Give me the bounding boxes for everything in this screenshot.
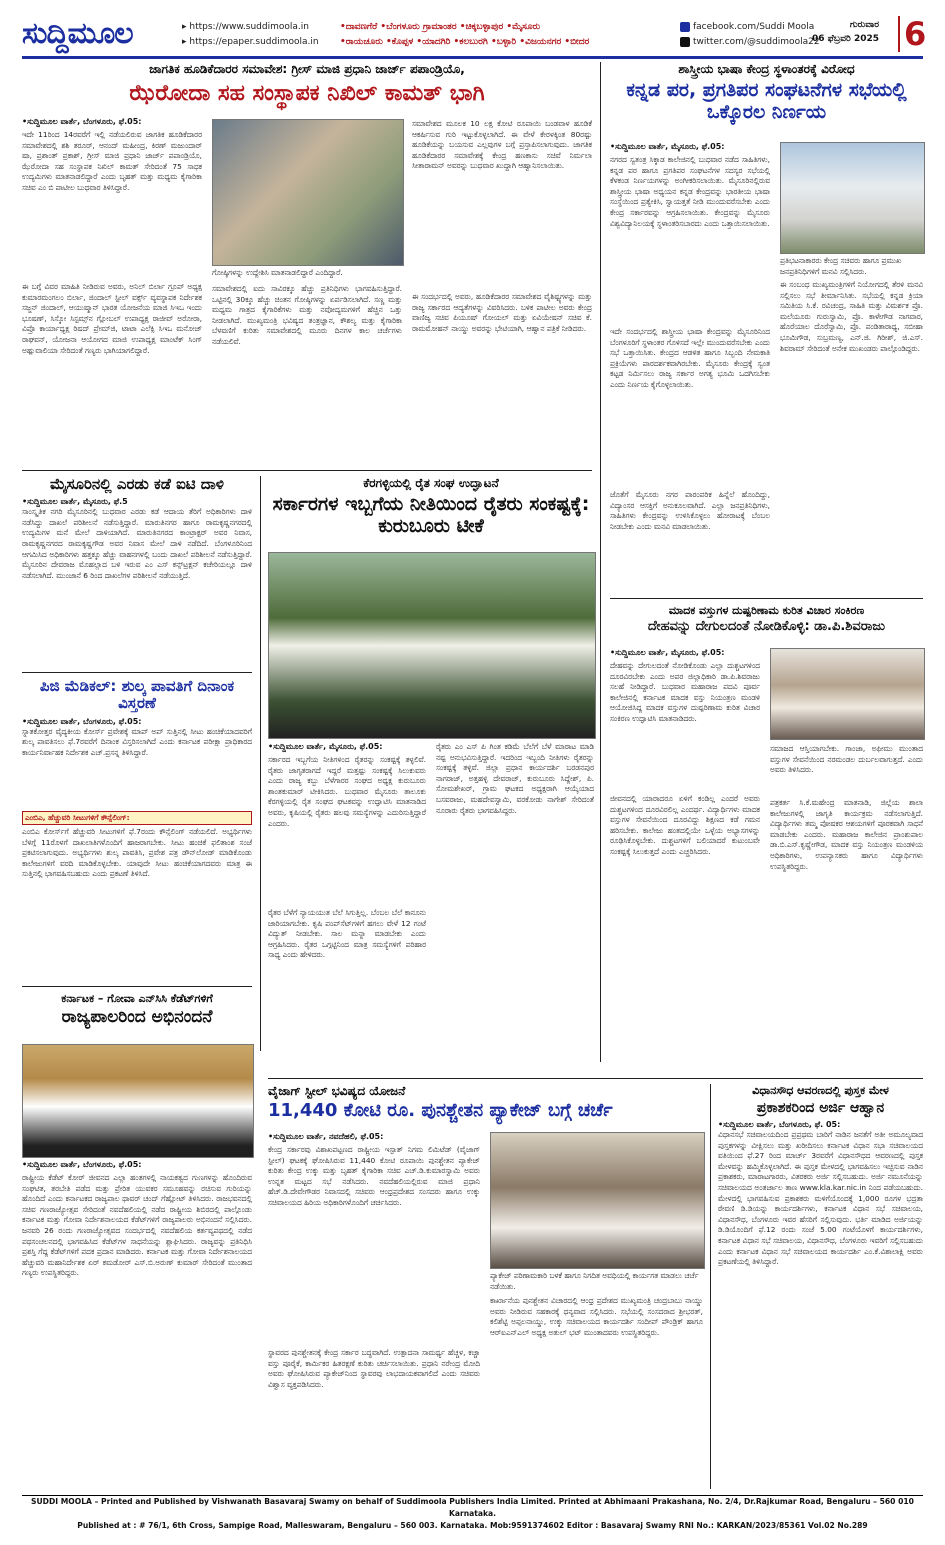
website-link[interactable]: https://www.suddimoola.in: [189, 22, 309, 32]
article-body: ರಾಷ್ಟ್ರೀಯ ಕೆಡೆಟ್ ಕೋರ್ ಜೀವನದ ಎಲ್ಲಾ ಹಂತಗಳಲ್ಲಿ ನಾಯಕತ್ವದ ಗುಣಗಳನ್ನು ಹೊಂದಿರುವ ಸಂಘಟಿತ, ತರಬೇತಿ ಪಡೆದ ಮತ್ತು ಪ್ರೇರಿತ ಯುವಕರ ಸಮೂಹವನ್ನು ರಚಿಸುವ ಗುರಿಯನ್ನು ಹೊಂದಿದೆ ಎಂದು ಕರ್ನಾಟಕದ ರಾಜ್ಯಪಾಲ ಥಾವರ್ ಚಂದ್ ಗೆಹ್ಲೋಟ್ ತಿಳಿಸಿದರು. ರಾಜಭವನದಲ್ಲಿ ಸಚಿವ ಗಣರಾಜ್ಯೋತ್ಸವ ಸೇರಿದಂತೆ ನವದೆಹಲಿಯಲ್ಲಿ ನಡೆದ ರಾಷ್ಟ್ರೀಯ ಶಿಬಿರದಲ್ಲಿ ಪಾಲ್ಗೊಂಡು ಕರ್ನಾಟಕ ಮತ್ತು ಗೋವಾ ನಿರ್ದೇಶನಾಲಯದ ಕೆಡೆಟ್‌ಗಳಿಗೆ ರಾಜ್ಯಪಾಲರು ಅಭಿನಂದನೆ ಸಲ್ಲಿಸಿದರು. ಜನವರಿ 26 ರಂದು ಗಣರಾಜ್ಯೋತ್ಸವದ ಸಂದರ್ಭದಲ್ಲಿ ನವದೆಹಲಿಯ ಕರ್ತವ್ಯಪಥದಲ್ಲಿ ನಡೆದ ಪಥಸಂಚಲನದಲ್ಲಿ ಭಾಗವಹಿಸಿದ ಕೆಡೆಟ್‌ಗಳ ಸಾಧನೆಯನ್ನು ಶ್ಲಾಘಿಸಿದರು. ರಾಜ್ಯವನ್ನು ಪ್ರತಿನಿಧಿಸಿ ಪ್ರಶಸ್ತಿ ಗೆದ್ದ ಕೆಡೆಟ್‌ಗಳಿಗೆ ಪದಕ ಪ್ರದಾನ ಮಾಡಿದರು. ಕರ್ನಾಟಕ ಮತ್ತು ಗೋವಾ ನಿರ್ದೇಶನಾಲಯದ ಹೆಚ್ಚುವರಿ ಮಹಾನಿರ್ದೇಶಕ ಏರ್ ಕಮಡೋರ್ ಎಸ್.ಬಿ.ಅರುಣ್ ಕುಮಾರ್ ಸೇರಿದಂತೆ ಮುಂತಾದ ಗಣ್ಯರು ಉಪಸ್ಥಿತರಿದ್ದರು.: [22, 1173, 252, 1278]
article-body: ಎಂಬಿಎ ಕೋರ್ಸ್‌ಗೆ ಹೆಚ್ಚುವರಿ ಸೀಟುಗಳಿಗೆ ಫೆ.7ರಂದು ಕೌನ್ಸೆಲಿಂಗ್ ನಡೆಯಲಿದೆ. ಅಭ್ಯರ್ಥಿಗಳು ಬೆಳಿಗ್ಗೆ 11ರೊಳಗೆ ದಾಖಲಾತಿಗಳೊಂದಿಗೆ ಹಾಜರಾಗಬೇಕು. ಸೀಟು ಹಂಚಿಕೆ ಫಲಿತಾಂಶ ಸಂಜೆ ಪ್ರಕಟಿಸಲಾಗುವುದು. ಅಭ್ಯರ್ಥಿಗಳು ಶುಲ್ಕ ಪಾವತಿಸಿ, ಪ್ರವೇಶ ಪತ್ರ ಡೌನ್‌ಲೋಡ್ ಮಾಡಿಕೊಂಡು ಕಾಲೇಜುಗಳಿಗೆ ವರದಿ ಮಾಡಿಕೊಳ್ಳಬೇಕು. ಯಾವುದೇ ಸೀಟು ಹಂಚಿಕೆಯಾಗದವರು ಮಾತ್ರ ಈ ಸುತ್ತಿನಲ್ಲಿ ಭಾಗವಹಿಸಬಹುದು ಎಂದು ಪ್ರಕಟಣೆ ತಿಳಿಸಿದೆ.: [22, 827, 252, 879]
website-links: ▸ https://www.suddimoola.in ▸ https://epaper.suddimoola.in: [182, 22, 319, 47]
article-classical-language: [610, 62, 923, 592]
article-body: ಸಾಂಸ್ಕೃತಿಕ ನಗರಿ ಮೈಸೂರಿನಲ್ಲಿ ಬುಧವಾರ ಎರಡು ಕಡೆ ಆದಾಯ ತೆರಿಗೆ ಅಧಿಕಾರಿಗಳು ದಾಳಿ ನಡೆಸಿದ್ದು ದಾಖಲೆ ಪರಿಶೀಲನೆ ನಡೆಸುತ್ತಿದ್ದಾರೆ. ಮಾರುತಿನಗರ ಹಾಗೂ ರಾಮಕೃಷ್ಣನಗರದಲ್ಲಿ ಉದ್ಯಮಿಗಳ ಮನೆ ಮೇಲೆ ದಾಳಿಯಾಗಿದೆ. ಮಾರುತಿನಗರದ ಕಾಂಟ್ರಾಕ್ಟರ್ ಅವರ ನಿವಾಸ, ರಾಮಕೃಷ್ಣನಗರದ ರಾಮಕೃಷ್ಣಗೌಡ ಅವರ ನಿವಾಸ ಮೇಲೆ ದಾಳಿ ನಡೆದಿದೆ. ಬೆಂಗಳೂರಿನಿಂದ ಆಗಮಿಸಿದ ಅಧಿಕಾರಿಗಳು ಹತ್ತಕ್ಕೂ ಹೆಚ್ಚು ವಾಹನಗಳಲ್ಲಿ ಬಂದು ದಾಖಲೆ ಪರಿಶೀಲನೆ ನಡೆಸುತ್ತಿದ್ದಾರೆ. ಮೈಸೂರಿನ ದೇವರಾಜ ಮೊಹಲ್ಲಾದ ಬಳಿ ಇರುವ ಎಂ ಎಸ್ ಕನ್ಸ್‌ಟ್ರಕ್ಷನ್ ಕಚೇರಿಯಲ್ಲೂ ದಾಳಿ ನಡೆಸಲಾಗಿದೆ. ಮುಂಜಾನೆ 6 ರಿಂದ ದಾಖಲೆಗಳ ಪರಿಶೀಲನೆ ನಡೆಯುತ್ತಿದೆ.: [22, 507, 252, 580]
article-byline: •ಸುದ್ದಿಮೂಲ ವಾರ್ತೆ, ಬೆಂಗಳೂರು, ಫೆ.05:: [22, 716, 142, 726]
page-number: 6: [898, 16, 926, 52]
article-body: ಕಾರ್ಖಾನೆಯ ಪುನಶ್ಚೇತನ ವಿಚಾರದಲ್ಲಿ ಆಂಧ್ರ ಪ್ರದೇಶದ ಮುಖ್ಯಮಂತ್ರಿ ಚಂದ್ರಬಾಬು ನಾಯ್ಡು ಅವರು ನೀಡಿರುವ ಸಹಕಾರಕ್ಕೆ ಧನ್ಯವಾದ ಸಲ್ಲಿಸಿದರು. ಸಭೆಯಲ್ಲಿ ಸಂಸದರಾದ ಶ್ರೀಭರತ್, ಕಲಿಶೆಟ್ಟಿ ಅಪ್ಪಲನಾಯ್ಡು, ಉಕ್ಕು ಸಚಿವಾಲಯದ ಕಾರ್ಯದರ್ಶಿ ಸಂದೀಪ್ ಪೌಂಡ್ರಿಕ್ ಹಾಗೂ ಆರ್‌ಐಎನ್‌ಎಲ್ ಅಧ್ಯಕ್ಷ ಅತುಲ್ ಭಟ್ ಮುಂತಾದವರು ಉಪಸ್ಥಿತರಿದ್ದರು.: [490, 1296, 703, 1337]
imprint-line-2: Published at : # 76/1, 6th Cross, Sampige Road, Malleswaram, Bengaluru – 560 003. Karnataka. Mob:9591374602 Editor : Basavaraj Swamy RNI No.: KARKAN/2023/85361 Vol.02 No.289: [77, 1521, 868, 1530]
photo-caption: ಪ್ಯಾಕೇಜ್ ಪರಿಣಾಮಕಾರಿ ಬಳಕೆ ಹಾಗೂ ನಿಗದಿತ ಅವಧಿಯಲ್ಲಿ ಕಾರ್ಯಗತ ಮಾಡಲು ಚರ್ಚೆ ನಡೆಯಿತು.: [490, 1271, 699, 1291]
regions-line-1: •ದಾವಣಗೆರೆ •ಬೆಂಗಳೂರು ಗ್ರಾಮಾಂತರ •ಚಿಕ್ಕಬಳ್ಳಾಪುರ •ಮೈಸೂರು: [340, 22, 541, 32]
social-links: [680, 20, 820, 50]
article-kicker: ಕೆರಗಳ್ಳಿಯಲ್ಲಿ ರೈತ ಸಂಘ ಉದ್ಘಾಟನೆ: [363, 476, 499, 490]
article-kicker: ಶಾಸ್ತ್ರೀಯ ಭಾಷಾ ಕೇಂದ್ರ ಸ್ಥಳಾಂತರಕ್ಕೆ ವಿರೋಧ: [678, 62, 855, 76]
issue-day: ಗುರುವಾರ: [849, 20, 879, 30]
masthead-rule: [22, 56, 923, 59]
horizontal-rule: [268, 1078, 923, 1079]
article-body: ದೇಹವನ್ನು ದೇಗುಲದಂತೆ ನೋಡಿಕೊಂಡು ಎಲ್ಲಾ ದುಶ್ಚಟಗಳಿಂದ ದೂರವಿರಬೇಕು ಎಂದು ಅಪರ ಜಿಲ್ಲಾಧಿಕಾರಿ ಡಾ.ಪಿ.ಶಿವರಾಜು ಸಲಹೆ ನೀಡಿದ್ದಾರೆ. ಬುಧವಾರ ಮಹಾರಾಜ ಪದವಿ ಪೂರ್ವ ಕಾಲೇಜಿನಲ್ಲಿ ಕರ್ನಾಟಕ ಮಾದಕ ವಸ್ತು ನಿಯಂತ್ರಣ ಮಂಡಳಿ ಆಯೋಜಿಸಿದ್ದ ಮಾದಕ ವಸ್ತುಗಳ ದುಷ್ಪರಿಣಾಮ ಕುರಿತ ವಿಚಾರ ಸಂಕಿರಣ ಉದ್ಘಾಟಿಸಿ ಮಾತನಾಡಿದರು.: [610, 661, 760, 723]
article-body: ಜೊತೆಗೆ ಮೈಸೂರು ನಗರ ಪಾರಂಪರಿಕ ಹಿನ್ನೆಲೆ ಹೊಂದಿದ್ದು, ವಿದ್ಯಾಂಸರ ಆಸಕ್ತಿಗೆ ಅನುಕೂಲವಾಗಿದೆ. ಎಲ್ಲಾ ಜನಪ್ರತಿನಿಧಿಗಳು, ಸಾಹಿತಿಗಳು ಕೇಂದ್ರವನ್ನು ಉಳಿಸಿಕೊಳ್ಳಲು ಹೋರಾಟಕ್ಕೆ ಬೆಂಬಲ ನೀಡಬೇಕು ಎಂದು ಮನವಿ ಮಾಡಲಾಯಿತು.: [610, 490, 770, 531]
article-body: ಪತ್ರಕರ್ತ ಸಿ.ಕೆ.ಮಹೇಂದ್ರ ಮಾತನಾಡಿ, ಜಿಲ್ಲೆಯ ಶಾಲಾ ಕಾಲೇಜುಗಳಲ್ಲಿ ಜಾಗೃತಿ ಕಾರ್ಯಕ್ರಮ ನಡೆಸಲಾಗುತ್ತಿದೆ. ವಿದ್ಯಾರ್ಥಿಗಳು ತಮ್ಮ ಪೋಷಕರ ಆಶಯಗಳಿಗೆ ಪೂರಕವಾಗಿ ಸಾಧನೆ ಮಾಡಬೇಕು ಎಂದರು. ಮಹಾರಾಜ ಕಾಲೇಜಿನ ಪ್ರಾಂಶುಪಾಲ ಡಾ.ಬಿ.ಎಸ್.ಕೃಷ್ಣೇಗೌಡ, ಮಾದಕ ವಸ್ತು ನಿಯಂತ್ರಣ ಮಂಡಳಿಯ ಅಧಿಕಾರಿಗಳು, ಉಪನ್ಯಾಸಕರು ಹಾಗೂ ವಿದ್ಯಾರ್ಥಿಗಳು ಉಪಸ್ಥಿತರಿದ್ದರು.: [770, 798, 923, 871]
column-rule: [600, 62, 601, 1062]
article-byline: •ಸುದ್ದಿಮೂಲ ವಾರ್ತೆ, ಬೆಂಗಳೂರು, ಫೆ. 05:: [718, 1120, 841, 1130]
article-body: ಇದೇ 11ರಿಂದ 14ರವರೆಗೆ ಇಲ್ಲಿ ನಡೆಯಲಿರುವ ಜಾಗತಿಕ ಹೂಡಿಕೆದಾರರ ಸಮಾವೇಶದಲ್ಲಿ ಶಶಿ ತರೂರ್, ಆನಂದ್ ಮಹೀಂದ್ರ, ಕಿರಣ್ ಮಜುಂದಾರ್ ಷಾ, ಪ್ರಶಾಂತ್ ಪ್ರಕಾಶ್, ಗ್ರೀಸ್ ಮಾಜಿ ಪ್ರಧಾನಿ ಜಾರ್ಜ್ ಪಪಾಂಡ್ರಿಯೊ, ಝೆರೋದಾ ಸಹ ಸಂಸ್ಥಾಪಕ ನಿಖಿಲ್ ಕಾಮತ್ ಸೇರಿದಂತೆ 75 ಸಾಧಕ ಉದ್ಯಮಿಗಳು ಮಾತನಾಡಲಿದ್ದಾರೆ ಎಂದು ಬೃಹತ್ ಮತ್ತು ಮಧ್ಯಮ ಕೈಗಾರಿಕಾ ಸಚಿವ ಎಂ ಬಿ ಪಾಟೀಲ ಬುಧವಾರ ತಿಳಿಸಿದ್ದಾರೆ.: [22, 130, 202, 192]
horizontal-rule: [22, 672, 252, 673]
article-headline: ರಾಜ್ಯಪಾಲರಿಂದ ಅಭಿನಂದನೆ: [61, 1007, 213, 1027]
article-body: ವಿಧಾನಸಭೆ ಸಚಿವಾಲಯದಿಂದ ಪ್ರಪ್ರಥಮ ಬಾರಿಗೆ ನಾಡಿನ ಜನತೆಗೆ ಅತೀ ಅಮೂಲ್ಯವಾದ ಪುಸ್ತಕಗಳನ್ನು ವೀಕ್ಷಿಸಲು ಮತ್ತು ಖರೀದಿಸಲು ಕರ್ನಾಟಕ ವಿಧಾನ ಸಭಾ ಸಚಿವಾಲಯದ ವತಿಯಿಂದ ಫೆ.27 ರಿಂದ ಮಾರ್ಚ್ 3ರವರೆಗೆ ವಿಧಾನಸೌಧದ ಆವರಣದಲ್ಲಿ ಪುಸ್ತಕ ಮೇಳವನ್ನು ಹಮ್ಮಿಕೊಳ್ಳಲಾಗಿದೆ. ಈ ಪುಸ್ತಕ ಮೇಳದಲ್ಲಿ ಭಾಗವಹಿಸಲು ಇಚ್ಛಿಸುವ ನಾಡಿನ ಪ್ರಕಾಶಕರು, ಮಾರಾಟಗಾರರು, ವಿತರಕರು ಅರ್ಜಿ ಸಲ್ಲಿಸಬಹುದು. ಅರ್ಜಿ ನಮೂನೆಯನ್ನು ಸಚಿವಾಲಯದ ಅಂತರ್ಜಾಲ ತಾಣ www.kla.kar.nic.in ನಿಂದ ಪಡೆಯಬಹುದು. ಮೇಳದಲ್ಲಿ ಭಾಗವಹಿಸುವ ಪ್ರಕಾಶಕರು ಮಳಿಗೆಯೊಂದಕ್ಕೆ 1,000 ರೂಗಳ ಭದ್ರತಾ ಠೇವಣಿ ಡಿ.ಡಿಯನ್ನು ಕಾರ್ಯದರ್ಶಿಗಳು, ಕರ್ನಾಟಕ ವಿಧಾನ ಸಭೆ ಸಚಿವಾಲಯ, ವಿಧಾನಸೌಧ, ಬೆಂಗಳೂರು ಇವರ ಹೆಸರಿಗೆ ಸಲ್ಲಿಸುವುದು. ಭರ್ತಿ ಮಾಡಿದ ಅರ್ಜಿಯನ್ನು ಡಿ.ಡಿಯೊಂದಿಗೆ ಫೆ.12 ರಂದು ಸಂಜೆ 5.00 ಗಂಟೆಯೊಳಗೆ ಕಾರ್ಯದರ್ಶಿಗಳು, ಕರ್ನಾಟಕ ವಿಧಾನ ಸಭೆ ಸಚಿವಾಲಯ, ವಿಧಾನಸೌಧ, ಬೆಂಗಳೂರು ಇವರಿಗೆ ಸಲ್ಲಿಸಬಹುದು ಎಂದು ಕರ್ನಾಟಕ ವಿಧಾನ ಸಭೆ ಸಚಿವಾಲಯದ ಕಾರ್ಯದರ್ಶಿ ಎಂ.ಕೆ.ವಿಶಾಲಾಕ್ಷಿ ಅವರು ಪ್ರಕಟಣೆಯಲ್ಲಿ ತಿಳಿಸಿದ್ದಾರೆ.: [718, 1130, 923, 1267]
imprint-footer: [22, 1495, 923, 1532]
article-byline: •ಸುದ್ದಿಮೂಲ ವಾರ್ತೆ, ಮೈಸೂರು, ಫೆ.05:: [610, 142, 725, 151]
issue-date-text: 06 ಫೆಬ್ರವರಿ 2025: [812, 34, 879, 44]
article-pg-medical: [22, 678, 252, 978]
article-body: ಇದೇ ಸಂದರ್ಭದಲ್ಲಿ ಶಾಸ್ತ್ರೀಯ ಭಾಷಾ ಕೇಂದ್ರವನ್ನು ಮೈಸೂರಿನಿಂದ ಬೆಂಗಳೂರಿಗೆ ಸ್ಥಳಾಂತರ ಗೊಳಿಸದೆ ಇಲ್ಲೇ ಮುಂದುವರೆಸಬೇಕು ಎಂದು ಸಭೆ ಒತ್ತಾಯಿಸಿತು. ಕೇಂದ್ರದ ಆಡಳಿತ ಹಾಗೂ ಸಿಬ್ಬಂದಿ ನೇಮಕಾತಿ ಪ್ರಕ್ರಿಯೆಗಳು ಪಾರದರ್ಶಕವಾಗಿರಬೇಕು. ಮೈಸೂರು ಕೇಂದ್ರಕ್ಕೆ ಸ್ವಂತ ಕಟ್ಟಡ ನಿರ್ಮಿಸಲು ರಾಜ್ಯ ಸರ್ಕಾರ ಅಗತ್ಯ ಭೂಮಿ ಒದಗಿಸಬೇಕು ಎಂದು ನಿರ್ಣಯ ಕೈಗೊಳ್ಳಲಾಯಿತು.: [610, 327, 770, 389]
article-it-raid: [22, 476, 252, 666]
article-body: ರೈತರ ಬೆಳೆಗೆ ನ್ಯಾಯಯುತ ಬೆಲೆ ಸಿಗುತ್ತಿಲ್ಲ. ಬೆಂಬಲ ಬೆಲೆ ಕಾನೂನು ಜಾರಿಯಾಗಬೇಕು. ಕೃಷಿ ಪಂಪ್‌ಸೆಟ್‌ಗಳಿಗೆ ಹಗಲು ವೇಳೆ 12 ಗಂಟೆ ವಿದ್ಯುತ್ ನೀಡಬೇಕು. ಸಾಲ ಮನ್ನಾ ಮಾಡಬೇಕು ಎಂದು ಆಗ್ರಹಿಸಿದರು. ರೈತರ ಒಗ್ಗಟ್ಟಿನಿಂದ ಮಾತ್ರ ಸಮಸ್ಯೆಗಳಿಗೆ ಪರಿಹಾರ ಸಾಧ್ಯ ಎಂದು ಹೇಳಿದರು.: [268, 908, 426, 960]
subheading-highlight: ಎಂಬಿಎ, ಹೆಚ್ಚುವರಿ ಸೀಟುಗಳಿಗೆ ಕೌನ್ಸೆಲಿಂಗ್:: [22, 811, 252, 826]
column-rule: [260, 476, 261, 1051]
article-photo: [780, 142, 925, 254]
article-kicker: ಜಾಗತಿಕ ಹೂಡಿಕೆದಾರರ ಸಮಾವೇಶ: ಗ್ರೀಸ್ ಮಾಜಿ ಪ್ರಧಾನಿ ಜಾರ್ಜ್ ಪಪಾಂಡ್ರಿಯೊ,: [149, 62, 465, 76]
article-body: ಸರ್ಕಾರದ ಇಬ್ಬಗೆಯ ನೀತಿಗಳಿಂದ ರೈತರನ್ನು ಸಂಕಷ್ಟಕ್ಕೆ ತಳ್ಳಲಿವೆ. ರೈತರು ಜಾಗೃತರಾಗದೆ ಇದ್ದರೆ ಮತ್ತಷ್ಟು ಸಂಕಷ್ಟಕ್ಕೆ ಸಿಲುಕುವರು ಎಂದು ರಾಜ್ಯ ಕಬ್ಬು ಬೆಳೆಗಾರರ ಸಂಘದ ಅಧ್ಯಕ್ಷ ಕುರುಬೂರು ಶಾಂತಕುಮಾರ್ ಟೀಕಿಸಿದರು. ಬುಧವಾರ ಮೈಸೂರು ತಾಲೂಕು ಕೆರಗಳ್ಳಿಯಲ್ಲಿ ರೈತ ಸಂಘದ ಘಟಕವನ್ನು ಉದ್ಘಾಟಿಸಿ ಮಾತನಾಡಿದ ಅವರು, ಕೃಷಿಯಲ್ಲಿ ರೈತರು ಹಲವು ಸಮಸ್ಯೆಗಳನ್ನು ಎದುರಿಸುತ್ತಿದ್ದಾರೆ ಎಂದರು.: [268, 755, 426, 828]
article-kicker: ಕರ್ನಾಟಕ – ಗೋವಾ ಎನ್‌ಸಿಸಿ ಕೆಡೆಟ್‌ಗಳಿಗೆ: [61, 992, 213, 1005]
article-body: ಜೀವನದಲ್ಲಿ ಯಾರಾದರೂ ಏಳಿಗೆ ಕಂಡಿಲ್ಲ ಎಂದರೆ ಅವರು ದುಶ್ಚಟಗಳಿಂದ ದೂರವಿರಲಿಲ್ಲ ಎಂದರ್ಥ. ವಿದ್ಯಾರ್ಥಿಗಳು ಮಾದಕ ವಸ್ತುಗಳ ಸೇವನೆಯಿಂದ ದೂರವಿದ್ದು ಶಿಕ್ಷಣದ ಕಡೆ ಗಮನ ಹರಿಸಬೇಕು. ಕಾಲೇಜು ಹಂತದಲ್ಲಿಯೇ ಒಳ್ಳೆಯ ಅಭ್ಯಾಸಗಳನ್ನು ರೂಢಿಸಿಕೊಳ್ಳಬೇಕು. ದುಶ್ಚಟಗಳಿಗೆ ಬಲಿಯಾದರೆ ಕುಟುಂಬವೇ ಸಂಕಷ್ಟಕ್ಕೆ ಸಿಲುಕುತ್ತದೆ ಎಂದು ಎಚ್ಚರಿಸಿದರು.: [610, 794, 760, 856]
article-headline: ಝೆರೋದಾ ಸಹ ಸಂಸ್ಥಾಪಕ ನಿಖಿಲ್ ಕಾಮತ್ ಭಾಗಿ: [129, 81, 485, 106]
newspaper-logo: ಸುದ್ದಿಮೂಲ: [22, 16, 133, 51]
article-photo: [770, 648, 925, 740]
facebook-icon: [680, 22, 690, 32]
article-photo: [22, 1044, 254, 1158]
article-ncc: [22, 992, 252, 1487]
article-headline: ಸರ್ಕಾರಗಳ ಇಬ್ಬಗೆಯ ನೀತಿಯಿಂದ ರೈತರು ಸಂಕಷ್ಟಕ್ಕೆ: ಕುರುಬೂರು ಟೀಕೆ: [272, 493, 590, 537]
article-drug-awareness: [610, 604, 923, 1074]
twitter-icon: [680, 37, 690, 47]
article-photo: [490, 1132, 705, 1269]
article-headline: 11,440 ಕೋಟಿ ರೂ. ಪುನಶ್ಚೇತನ ಪ್ಯಾಕೇಜ್ ಬಗ್ಗೆ ಚರ್ಚೆ: [268, 1100, 613, 1121]
article-byline: •ಸುದ್ದಿಮೂಲ ವಾರ್ತೆ, ಮೈಸೂರು, ಫೆ.05:: [268, 742, 383, 751]
newspaper-page: [22, 15, 927, 1530]
horizontal-rule: [610, 598, 923, 599]
facebook-link[interactable]: facebook.com/Suddi Moola: [693, 22, 815, 32]
regions-line-2: •ರಾಯಚೂರು •ಕೊಪ್ಪಳ •ಯಾದಗಿರಿ •ಕಲಬುರಗಿ •ಬಳ್ಳಾರಿ •ವಿಜಯನಗರ •ಬೀದರ: [340, 37, 590, 47]
imprint-line-1: SUDDI MOOLA – Printed and Published by Vishwanath Basavaraj Swamy on behalf of Suddimoola Publishers India Limited. Printed at Abhimaani Prakashana, No. 2/4, Dr.Rajkumar Road, Bengaluru – 560 010 Karnataka.: [31, 1497, 914, 1518]
article-body: ರೈತರು ಎಂ ಎಸ್ ಪಿ ಗಿಂತ ಕಡಿಮೆ ಬೆಲೆಗೆ ಬೆಳೆ ಮಾರಾಟ ಮಾಡಿ ನಷ್ಟ ಅನುಭವಿಸುತ್ತಿದ್ದಾರೆ. ಇದರಿಂದ ಇಬ್ಬಂದಿ ನೀತಿಗಳು ರೈತರನ್ನು ಸಂಕಷ್ಟಕ್ಕೆ ತಳ್ಳಿವೆ. ಜಿಲ್ಲಾ ಪ್ರಧಾನ ಕಾರ್ಯದರ್ಶಿ ಬರಡನಪುರ ನಾಗರಾಜ್, ಅತ್ತಹಳ್ಳಿ ದೇವರಾಜ್, ಕುರುಬೂರು ಸಿದ್ದೇಶ್, ಪಿ. ಸೋಮಶೇಖರ್, ಗ್ರಾಮ ಘಟಕದ ಅಧ್ಯಕ್ಷರಾಗಿ ಆಯ್ಕೆಯಾದ ಬಸವರಾಜು, ಮಹದೇವಸ್ವಾಮಿ, ವರಕೋಡು ನಾಗೇಶ್ ಸೇರಿದಂತೆ ನೂರಾರು ರೈತರು ಭಾಗವಹಿಸಿದ್ದರು.: [436, 742, 594, 815]
article-book-fair: [718, 1084, 923, 1489]
article-headline: ದೇಹವನ್ನು ದೇಗುಲದಂತೆ ನೋಡಿಕೊಳ್ಳಿ: ಡಾ.ಪಿ.ಶಿವರಾಜು: [647, 619, 886, 634]
epaper-link[interactable]: https://epaper.suddimoola.in: [189, 37, 319, 47]
article-kamath: [22, 62, 592, 462]
article-photo: [212, 119, 404, 266]
article-body: ಸಮಾವೇಶದಲ್ಲಿ ಐದು ಸಾವಿರಕ್ಕೂ ಹೆಚ್ಚು ಪ್ರತಿನಿಧಿಗಳು ಭಾಗವಹಿಸುತ್ತಿದ್ದಾರೆ. ಒಟ್ಟಿನಲ್ಲಿ 30ಕ್ಕೂ ಹೆಚ್ಚು ಚಿಂತನ ಗೋಷ್ಠಿಗಳನ್ನು ಏರ್ಪಡಿಸಲಾಗಿದೆ. ಸಣ್ಣ ಮತ್ತು ಮಧ್ಯಮ ಗಾತ್ರದ ಕೈಗಾರಿಕೆಗಳು ಮತ್ತು ನವೋದ್ಯಮಗಳಿಗೆ ಹೆಚ್ಚಿನ ಒತ್ತು ನೀಡಲಾಗಿದೆ. ಮುಖ್ಯಮಂತ್ರಿ ಭವಿಷ್ಯದ ತಂತ್ರಜ್ಞಾನ, ಕೌಶಲ್ಯ ಮತ್ತು ಕೈಗಾರಿಕಾ ಬೆಳವಣಿಗೆ ಕುರಿತು ಸಮಾವೇಶದಲ್ಲಿ ಮೂರು ದಿನಗಳ ಕಾಲ ಚರ್ಚೆಗಳು ನಡೆಯಲಿವೆ.: [212, 284, 402, 346]
article-byline: •ಸುದ್ದಿಮೂಲ ವಾರ್ತೆ, ಬೆಂಗಳೂರು, ಫೆ.05:: [22, 117, 142, 126]
article-body: ಈ ಸಂಬಂಧ ಮುಖ್ಯಮಂತ್ರಿಗಳಿಗೆ ನಿಯೋಗದಲ್ಲಿ ತೆರಳಿ ಮನವಿ ಸಲ್ಲಿಸಲು ಸಭೆ ತೀರ್ಮಾನಿಸಿತು. ಸಭೆಯಲ್ಲಿ ಕನ್ನಡ ಕ್ರಿಯಾ ಸಮಿತಿಯ ಸಿ.ಕೆ. ರವಿಚಂದ್ರ, ಸಾಹಿತಿ ಮತ್ತು ವಿಮರ್ಶಕ ಪ್ರೊ. ಮಲೆಯೂರು ಗುರುಸ್ವಾಮಿ, ಪ್ರೊ. ಕಾಳೇಗೌಡ ನಾಗವಾರ, ಹೊರೆಯಾಲ ದೊರೆಸ್ವಾಮಿ, ಪ್ರೊ. ಪಂಡಿತಾರಾಧ್ಯ, ಸಬೀಹಾ ಭೂಮಿಗೌಡ, ಸುಬ್ರಮಣ್ಯ, ಎನ್.ಜಿ. ಗಿರೀಶ್, ಜಿ.ಎಸ್. ಶಿವರಾಮ್ ಸೇರಿದಂತೆ ಅನೇಕ ಮುಖಂಡರು ಪಾಲ್ಗೊಂಡಿದ್ದರು.: [780, 280, 923, 353]
photo-caption: ಗೋಷ್ಠಿಗಳನ್ನು ಉದ್ದೇಶಿಸಿ ಮಾತನಾಡಲಿದ್ದಾರೆ ಎಂದಿದ್ದಾರೆ.: [212, 268, 343, 277]
photo-caption: ಪ್ರತಿಭಟನಾಕಾರರು ಕೇಂದ್ರ ಸಚಿವರು ಹಾಗೂ ಪ್ರಮುಖ ಜನಪ್ರತಿನಿಧಿಗಳಿಗೆ ಮನವಿ ಸಲ್ಲಿಸಿದರು.: [780, 256, 902, 276]
article-byline: •ಸುದ್ದಿಮೂಲ ವಾರ್ತೆ, ಮೈಸೂರು, ಫೆ.05:: [610, 648, 725, 657]
article-vizag-steel: [268, 1084, 703, 1489]
article-headline: ಪಿಜಿ ಮೆಡಿಕಲ್: ಶುಲ್ಕ ಪಾವತಿಗೆ ದಿನಾಂಕ ವಿಸ್ತರಣೆ: [39, 677, 235, 713]
article-byline: •ಸುದ್ದಿಮೂಲ ವಾರ್ತೆ, ಮೈಸೂರು, ಫೆ.5: [22, 497, 128, 507]
article-body: ಸ್ಥಾವರದ ಪುನಶ್ಚೇತನಕ್ಕೆ ಕೇಂದ್ರ ಸರ್ಕಾರ ಬದ್ಧವಾಗಿದೆ. ಉತ್ಪಾದನಾ ಸಾಮರ್ಥ್ಯ ಹೆಚ್ಚಳ, ಕಚ್ಚಾ ವಸ್ತು ಪೂರೈಕೆ, ಕಾರ್ಮಿಕರ ಹಿತರಕ್ಷಣೆ ಕುರಿತು ಚರ್ಚಿಸಲಾಯಿತು. ಪ್ರಧಾನಿ ನರೇಂದ್ರ ಮೋದಿ ಅವರು ಘೋಷಿಸಿರುವ ಪ್ಯಾಕೇಜ್‌ನಿಂದ ಸ್ಥಾವರವು ಲಾಭದಾಯಕವಾಗಲಿದೆ ಎಂದು ಸಚಿವರು ವಿಶ್ವಾಸ ವ್ಯಕ್ತಪಡಿಸಿದರು.: [268, 1348, 480, 1389]
article-body: ಈ ಸಂದರ್ಭದಲ್ಲಿ ಅವರು, ಹೂಡಿಕೆದಾರರ ಸಮಾವೇಶದ ವೈಶಿಷ್ಟ್ಯಗಳನ್ನು ಮತ್ತು ರಾಜ್ಯ ಸರ್ಕಾರದ ಆದ್ಯತೆಗಳನ್ನು ವಿವರಿಸಿದರು. ಬಳಿಕ ಪಾಟೀಲ ಅವರು ಕೇಂದ್ರ ವಾಣಿಜ್ಯ ಸಚಿವ ಪಿಯೂಷ್ ಗೋಯಲ್ ಮತ್ತು ಏವಿಯೇಷನ್ ಸಚಿವ ಕೆ. ರಾಮಮೋಹನ್ ನಾಯ್ಡು ಅವರನ್ನು ಭೇಟಿಯಾಗಿ, ಆಹ್ವಾನ ಪತ್ರಿಕೆ ನೀಡಿದರು.: [412, 292, 592, 333]
issue-date: [812, 18, 879, 46]
article-farmers: [268, 476, 594, 1051]
article-kicker: ವಿಧಾನಸೌಧ ಆವರಣದಲ್ಲಿ ಪುಸ್ತಕ ಮೇಳ: [752, 1084, 889, 1097]
article-body: ಸಮಾವೇಶದ ಮೂಲಕ 10 ಲಕ್ಷ ಕೋಟಿ ರೂಪಾಯಿ ಬಂಡವಾಳ ಹೂಡಿಕೆ ಆಕರ್ಷಿಸುವ ಗುರಿ ಇಟ್ಟುಕೊಳ್ಳಲಾಗಿದೆ. ಈ ವೇಳೆ ಕೇರಳಕ್ಕಿಂತ 80ರಷ್ಟು ಹೂಡಿಕೆಯನ್ನು ಬಯಸುವ ಎಲ್ಲವುಗಳ ಬಗ್ಗೆ ಪ್ರಸ್ತಾಪಿಸಲಾಗುವುದು. ಜಾಗತಿಕ ಹೂಡಿಕೆದಾರರ ಸಮಾವೇಶಕ್ಕೆ ಕೇಂದ್ರ ಹಣಕಾಸು ಸಚಿವೆ ನಿರ್ಮಲಾ ಸೀತಾರಾಮನ್ ಅವರನ್ನು ಬುಧವಾರ ಖುದ್ದಾಗಿ ಆಹ್ವಾನಿಸಲಾಯಿತು.: [412, 119, 592, 171]
twitter-link[interactable]: twitter.com/@suddimoola22: [693, 37, 820, 47]
column-rule: [710, 1084, 711, 1489]
article-photo: [268, 552, 596, 739]
article-body: ಈ ಬಗ್ಗೆ ವಿವರ ಮಾಹಿತಿ ನೀಡಿರುವ ಅವರು, ಅನಿಲ್ ಬಿರ್ಲಾ ಗ್ರೂಪ್ ಅಧ್ಯಕ್ಷ ಕುಮಾರಮಂಗಲಂ ಬಿರ್ಲಾ, ಜಿಂದಾಲ್ ಸ್ಟೀಲ್ ವರ್ಕ್ಸ್ ವ್ಯವಸ್ಥಾಪಕ ನಿರ್ದೇಶಕ ಸಜ್ಜನ್ ಜಿಂದಾಲ್, ಆಯುಷ್ಮಾನ್ ಭಾರತ ಯೋಜನೆಯ ಮಾಜಿ ಸಿಇಒ ಇಂದು ಭೂಷಣ್, ಸಿಸ್ಕೋ ಸಿಸ್ಟಮ್ಸ್‌ನ ಗ್ಲೋಬಲ್ ಉಪಾಧ್ಯಕ್ಷ ರಾಜೀವ್ ಅರೋರಾ, ವಿಪ್ರೊ ಕಾರ್ಯಾಧ್ಯಕ್ಷ ರಿಷದ್ ಪ್ರೇಮ್‌ಜಿ, ಟಾಟಾ ಎಲೆಕ್ಸಿ ಸಿಇಒ ಮನೋಜ್ ರಾಘವನ್, ಯೋಜನಾ ಆಯೋಗದ ಮಾಜಿ ಉಪಾಧ್ಯಕ್ಷ ಮಾಂಟೆಕ್ ಸಿಂಗ್ ಅಹ್ಲುವಾಲಿಯಾ ಸೇರಿದಂತೆ ಗಣ್ಯರು ಭಾಗಿಯಾಗಲಿದ್ದಾರೆ.: [22, 282, 202, 355]
region-editions: [340, 20, 680, 50]
article-body: ಸ್ನಾತಕೋತ್ತರ ವೈದ್ಯಕೀಯ ಕೋರ್ಸ್ ಪ್ರವೇಶಕ್ಕೆ ಮಾಪ್ ಅಪ್ ಸುತ್ತಿನಲ್ಲಿ ಸೀಟು ಹಂಚಿಕೆಯಾದವರಿಗೆ ಶುಲ್ಕ ಪಾವತಿಸಲು ಫೆ.7ರವರೆಗೆ ದಿನಾಂಕ ವಿಸ್ತರಿಸಲಾಗಿದೆ ಎಂದು ಕರ್ನಾಟಕ ಪರೀಕ್ಷಾ ಪ್ರಾಧಿಕಾರದ ಕಾರ್ಯನಿರ್ವಾಹಕ ನಿರ್ದೇಶಕ ಎಚ್.ಪ್ರಸನ್ನ ತಿಳಿಸಿದ್ದಾರೆ.: [22, 726, 252, 757]
article-body: ನಗರದ ಸ್ವತಂತ್ರ ಸಿಕ್ಕಾಡ ಕಾಲೇಜಿನಲ್ಲಿ ಬುಧವಾರ ನಡೆದ ಸಾಹಿತಿಗಳು, ಕನ್ನಡ ಪರ ಹಾಗೂ ಪ್ರಗತಿಪರ ಸಂಘಟನೆಗಳ ಸದಸ್ಯರ ಸಭೆಯಲ್ಲಿ ಕೆಳಕಂಡ ನಿರ್ಣಯಗಳನ್ನು ಅಂಗೀಕರಿಸಲಾಯಿತು. ಮೈಸೂರಿನಲ್ಲಿರುವ ಶಾಸ್ತ್ರೀಯ ಭಾಷಾ ಅಧ್ಯಯನ ಕನ್ನಡ ಕೇಂದ್ರವನ್ನು ಭಾರತೀಯ ಭಾಷಾ ಸಂಸ್ಥೆಯಿಂದ ಪ್ರತ್ಯೇಕಿಸಿ, ಸ್ವಾಯತ್ತತೆ ನೀಡಿ ಮುಂದುವರೆಸಬೇಕು ಎಂದು ಕೇಂದ್ರ ಸರ್ಕಾರವನ್ನು ಆಗ್ರಹಿಸಲಾಯಿತು. ಕೇಂದ್ರವನ್ನು ಮೈಸೂರು ವಿಶ್ವವಿದ್ಯಾನಿಲಯಕ್ಕೆ ಸ್ಥಳಾಂತರಿಸಬಾರದು ಎಂದು ಒತ್ತಾಯಿಸಲಾಯಿತು.: [610, 155, 770, 228]
article-byline: •ಸುದ್ದಿಮೂಲ ವಾರ್ತೆ, ನವದೆಹಲಿ, ಫೆ.05:: [268, 1132, 384, 1141]
article-kicker: ವೈಜಾಗ್ ಸ್ಟೀಲ್ ಭವಿಷ್ಯದ ಯೋಜನೆ: [268, 1084, 406, 1098]
article-byline: •ಸುದ್ದಿಮೂಲ ವಾರ್ತೆ, ಬೆಂಗಳೂರು, ಫೆ.05:: [22, 1160, 142, 1169]
article-body: ಸಮಾಜದ ಆಸ್ತಿಯಾಗಬೇಕು. ಗಾಂಜಾ, ಅಫೀಮು ಮುಂತಾದ ವಸ್ತುಗಳ ಸೇವನೆಯಿಂದ ನರಮಂಡಲ ದುರ್ಬಲವಾಗುತ್ತದೆ. ಎಂದು ಅವರು ತಿಳಿಸಿದರು.: [770, 744, 923, 775]
article-headline: ಪ್ರಕಾಶಕರಿಂದ ಅರ್ಜಿ ಆಹ್ವಾನ: [756, 1100, 885, 1116]
article-kicker: ಮಾದಕ ವಸ್ತುಗಳ ದುಷ್ಪರಿಣಾಮ ಕುರಿತ ವಿಚಾರ ಸಂಕಿರಣ: [668, 604, 865, 617]
horizontal-rule: [22, 986, 252, 987]
article-headline: ಮೈಸೂರಿನಲ್ಲಿ ಎರಡು ಕಡೆ ಐಟಿ ದಾಳಿ: [50, 475, 224, 493]
horizontal-rule: [22, 470, 592, 471]
article-headline: ಕನ್ನಡ ಪರ, ಪ್ರಗತಿಪರ ಸಂಘಟನೆಗಳ ಸಭೆಯಲ್ಲಿ ಒಕ್ಕೊರಲ ನಿರ್ಣಯ: [626, 79, 907, 123]
article-body: ಕೇಂದ್ರ ಸರ್ಕಾರವು ವಿಶಾಖಪಟ್ಟಣದ ರಾಷ್ಟ್ರೀಯ ಇಸ್ಪಾತ್ ನಿಗಮ ಲಿಮಿಟೆಡ್ (ವೈಜಾಗ್ ಸ್ಟೀಲ್) ಘಟಕಕ್ಕೆ ಘೋಷಿಸಿರುವ 11,440 ಕೋಟಿ ರೂಪಾಯಿ ಪುನಶ್ಚೇತನ ಪ್ಯಾಕೇಜ್ ಕುರಿತು ಕೇಂದ್ರ ಉಕ್ಕು ಮತ್ತು ಬೃಹತ್ ಕೈಗಾರಿಕಾ ಸಚಿವ ಎಚ್.ಡಿ.ಕುಮಾರಸ್ವಾಮಿ ಅವರು ಉನ್ನತ ಮಟ್ಟದ ಸಭೆ ನಡೆಸಿದರು. ನವದೆಹಲಿಯಲ್ಲಿರುವ ಮಾಜಿ ಪ್ರಧಾನಿ ಹೆಚ್.ಡಿ.ದೇವೇಗೌಡರ ನಿವಾಸದಲ್ಲಿ ಸಚಿವರು ಆಂಧ್ರಪ್ರದೇಶದ ಸಂಸದರು ಹಾಗೂ ಉಕ್ಕು ಸಚಿವಾಲಯದ ಹಿರಿಯ ಅಧಿಕಾರಿಗಳೊಂದಿಗೆ ಚರ್ಚಿಸಿದರು.: [268, 1145, 480, 1207]
